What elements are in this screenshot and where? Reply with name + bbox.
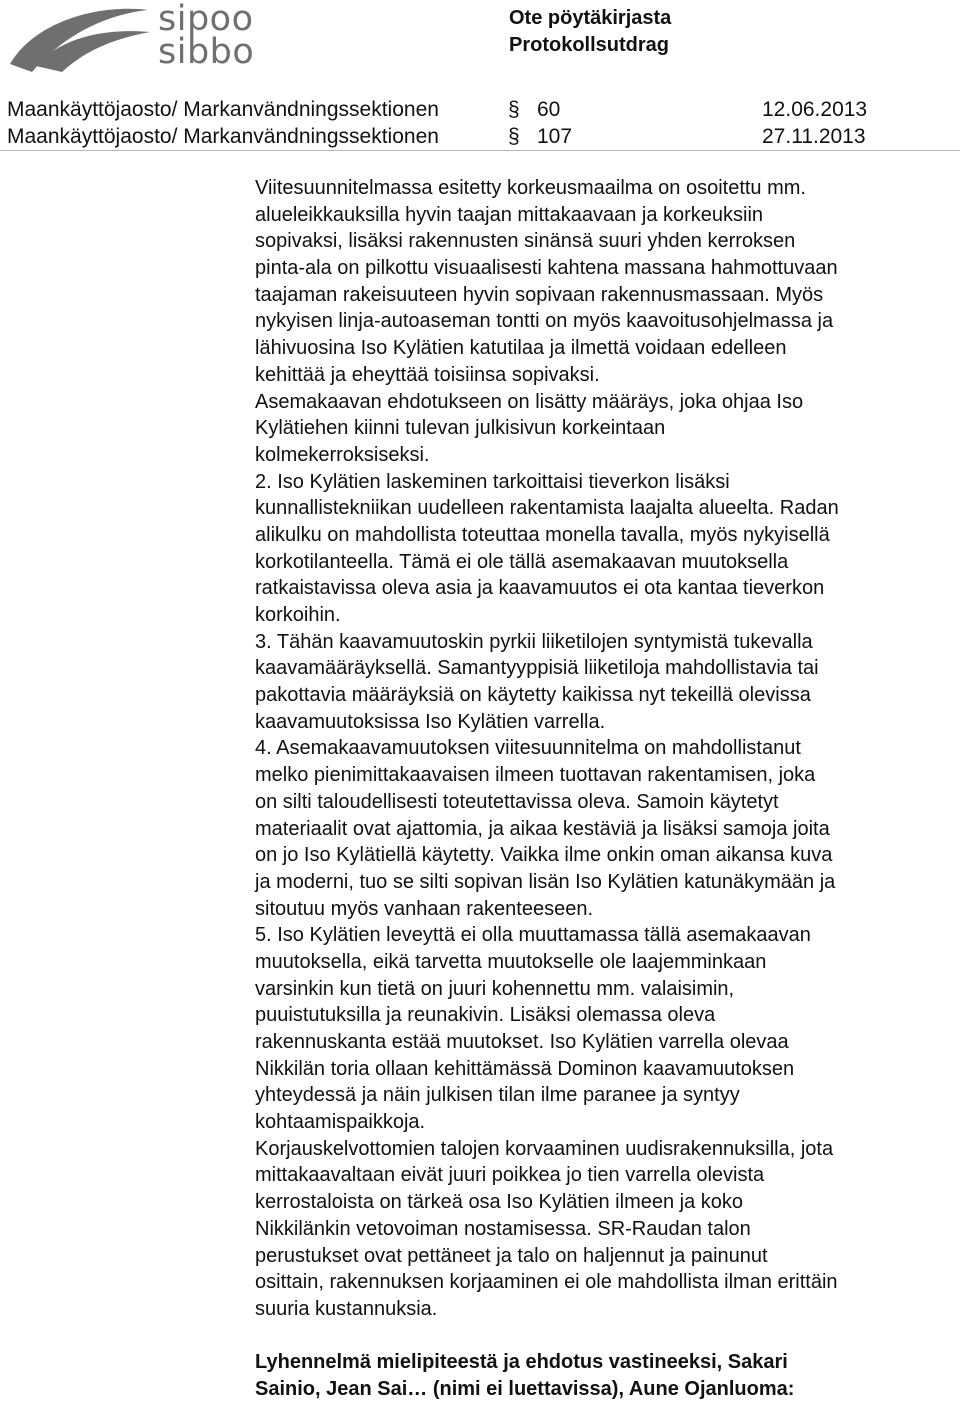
body-text-line: alikulku on mahdollista toteuttaa monella tavalla, myös nykyisellä (255, 523, 830, 546)
body-text-line: yhteydessä ja näin julkisen tilan ilme paranee ja syntyy (255, 1084, 740, 1107)
body-text-line: Nikkilänkin vetovoiman nostamisessa. SR-Raudan talon (255, 1217, 751, 1240)
body-text (255, 175, 955, 1323)
summary-heading-line: Sainio, Jean Sai… (nimi ei luettavissa), Aune Ojanluoma: (255, 1377, 795, 1400)
section-sign: § (508, 98, 520, 121)
body-text-line: Asemakaavan ehdotukseen on lisätty määräys, joka ohjaa Iso (255, 390, 804, 413)
body-text-line: mittakaavaltaan eivät juuri poikkea jo tien varrella olevista (255, 1164, 765, 1187)
meeting-reference-row (7, 123, 957, 151)
body-text-line: 3. Tähän kaavamuutoskin pyrkii liiketilojen syntymistä tukevalla (255, 630, 813, 653)
body-text-line: muutoksella, eikä tarvetta muutokselle ole laajemminkaan (255, 950, 767, 973)
body-text-line: melko pienimittakaavaisen ilmeen tuottavan rakentamisen, joka (255, 764, 816, 787)
section-number: 107 (537, 125, 573, 148)
body-text-line: korkoihin. (255, 604, 341, 626)
body-text-line: kerrostaloista on tärkeä osa Iso Kylätien ilmeen ja koko (255, 1191, 744, 1214)
body-text-line: Kylätiehen kiinni tulevan julkisivun korkeintaan (255, 417, 666, 440)
document-body (255, 175, 955, 1403)
body-text-line: sopivaksi, lisäksi rakennusten sinänsä suuri yhden kerroksen (255, 230, 796, 253)
body-text-line: on silti taloudellisesti toteutettavissa oleva. Samoin käytetyt (255, 790, 779, 813)
body-text-line: kehittää ja eheyttää toisiinsa sopivaksi. (255, 363, 600, 386)
body-text-line: kohtaamispaikkoja. (255, 1111, 426, 1134)
body-text-line: suuria kustannuksia. (255, 1297, 438, 1320)
logo-text-sibbo: sibbo (158, 32, 255, 72)
body-text-line: lähivuosina Iso Kylätien katutilaa ja ilmettä voidaan edelleen (255, 337, 787, 360)
committee-name: Maankäyttöjaosto/ Markanvändningssektionen (7, 98, 439, 121)
meeting-date: 27.11.2013 (762, 125, 866, 148)
body-text-line: sitoutuu myös vanhaan rakenteeseen. (255, 897, 593, 920)
body-text-line: ja moderni, tuo se silti sopivan lisän Iso Kylätien katunäkymään ja (255, 870, 836, 893)
body-text-line: korkotilanteella. Tämä ei ole tällä asemakaavan muutoksella (255, 550, 789, 573)
body-text-line: kaavamääräyksellä. Samantyyppisiä liiketiloja mahdollistavia tai (255, 657, 819, 680)
body-text-line: 4. Asemakaavamuutoksen viitesuunnitelma on mahdollistanut (255, 737, 801, 760)
municipality-emblem-icon (6, 2, 156, 74)
summary-heading (255, 1349, 955, 1402)
body-text-line: puuistutuksilla ja reunakivin. Lisäksi olemassa oleva (255, 1004, 716, 1027)
body-text-line: kaavamuutoksissa Iso Kylätien varrella. (255, 710, 606, 733)
body-text-line: kunnallistekniikan uudelleen rakentamista laajalta alueelta. Radan (255, 497, 839, 520)
body-text-line: osittain, rakennuksen korjaaminen ei ole mahdollista ilman erittäin (255, 1271, 838, 1294)
body-text-line: 2. Iso Kylätien laskeminen tarkoittaisi tieverkon lisäksi (255, 470, 730, 493)
body-text-line: rakennuskanta estää muutokset. Iso Kylätien varrella olevaa (255, 1031, 789, 1053)
sipoo-sibbo-logo (6, 2, 256, 74)
meeting-date: 12.06.2013 (762, 98, 868, 121)
section-sign: § (508, 125, 520, 148)
summary-heading-line: Lyhennelmä mielipiteestä ja ehdotus vastineeksi, Sakari (255, 1351, 788, 1374)
body-text-line: pinta-ala on pilkottu visuaalisesti kahtena massana hahmottuvaan (255, 257, 838, 280)
body-text-line: Viitesuunnitelmassa esitetty korkeusmaailma on osoitettu mm. (255, 177, 806, 199)
document-title-finnish: Ote pöytäkirjasta (509, 7, 672, 29)
body-text-line: kolmekerroksiseksi. (255, 443, 430, 466)
logo-text-sipoo: sipoo (158, 0, 254, 39)
body-text-line: on jo Iso Kylätiellä käytetty. Vaikka ilme onkin oman aikansa kuva (255, 844, 833, 867)
document-title-swedish: Protokollsutdrag (509, 34, 670, 56)
body-text-line: Korjauskelvottomien talojen korvaaminen uudisrakennuksilla, jota (255, 1137, 834, 1160)
body-text-line: 5. Iso Kylätien leveyttä ei olla muuttamassa tällä asemakaavan (255, 924, 811, 947)
committee-name: Maankäyttöjaosto/ Markanvändningssektionen (7, 125, 439, 148)
body-text-line: perustukset ovat pettäneet ja talo on haljennut ja painunut (255, 1244, 768, 1267)
header-divider (0, 150, 960, 151)
body-text-line: varsinkin kun tietä on juuri kohennettu mm. valaisimin, (255, 977, 735, 1000)
meeting-reference-row (7, 96, 957, 124)
body-text-line: nykyisen linja-autoaseman tontti on myös kaavoitusohjelmassa ja (255, 310, 834, 333)
body-text-line: taajaman rakeisuuteen hyvin sopivaan rakennusmassaan. Myös (255, 283, 824, 306)
spacer (255, 1323, 955, 1350)
body-text-line: ratkaistavissa oleva asia ja kaavamuutos ei ota kantaa tieverkon (255, 577, 825, 600)
body-text-line: alueleikkauksilla hyvin taajan mittakaavaan ja korkeuksiin (255, 203, 764, 226)
body-text-line: Nikkilän toria ollaan kehittämässä Dominon kaavamuutoksen (255, 1057, 795, 1080)
section-number: 60 (537, 98, 561, 121)
body-text-line: materiaalit ovat ajattomia, ja aikaa kestäviä ja lisäksi samoja joita (255, 817, 830, 840)
body-text-line: pakottavia määräyksiä on käytetty kaikissa nyt tekeillä olevissa (255, 684, 811, 707)
